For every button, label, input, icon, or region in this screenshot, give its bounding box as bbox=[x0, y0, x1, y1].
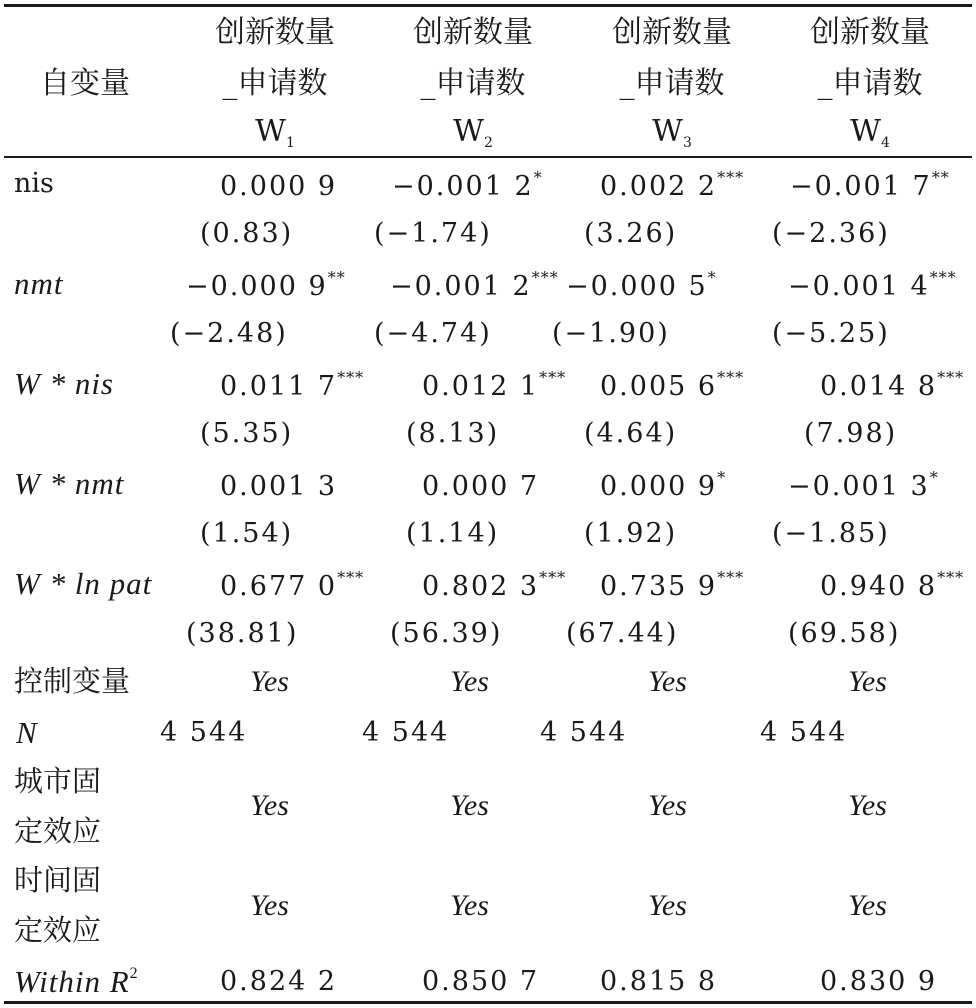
tstat-w-lnpat-2: (56.39) bbox=[390, 618, 503, 649]
tstat-w-lnpat-3: (67.44) bbox=[566, 618, 679, 649]
tstat-nis-3: (3.26) bbox=[584, 218, 678, 249]
coef-w-lnpat-4: 0.940 8*** bbox=[820, 568, 965, 602]
col-header-4-line2: _申请数 bbox=[817, 66, 923, 101]
coef-w-nis-1: 0.011 7*** bbox=[220, 368, 365, 402]
coef-nis-2: −0.001 2* bbox=[392, 168, 543, 202]
coef-nmt-3: −0.000 5* bbox=[566, 268, 717, 302]
coef-w-lnpat-2: 0.802 3*** bbox=[422, 568, 567, 602]
tstat-w-nmt-4: (−1.85) bbox=[772, 518, 890, 549]
within-r2-4: 0.830 9 bbox=[820, 966, 938, 997]
coef-nmt-2: −0.001 2*** bbox=[390, 268, 559, 302]
control-1: Yes bbox=[250, 665, 289, 698]
row-label-city-fe-line1: 城市固 bbox=[14, 764, 102, 798]
tstat-w-nmt-3: (1.92) bbox=[584, 518, 678, 549]
coef-w-nmt-4: −0.001 3* bbox=[788, 468, 939, 502]
col-header-3-line2: _申请数 bbox=[619, 66, 725, 101]
n-1: 4 544 bbox=[160, 717, 248, 748]
coef-nis-4: −0.001 7** bbox=[790, 168, 950, 202]
coef-nis-1: 0.000 9 bbox=[220, 171, 338, 202]
city-fe-1: Yes bbox=[250, 789, 289, 822]
coef-w-nis-4: 0.014 8*** bbox=[820, 368, 965, 402]
coef-w-nmt-2: 0.000 7 bbox=[422, 471, 540, 502]
time-fe-3: Yes bbox=[648, 889, 687, 922]
col-header-3-w: $W_3$ bbox=[652, 114, 692, 151]
city-fe-3: Yes bbox=[648, 789, 687, 822]
coef-w-lnpat-3: 0.735 9*** bbox=[600, 568, 745, 602]
coef-nmt-4: −0.001 4*** bbox=[788, 268, 957, 302]
coef-w-nis-3: 0.005 6*** bbox=[600, 368, 745, 402]
row-label-time-fe-line1: 时间固 bbox=[14, 863, 102, 897]
tstat-w-nmt-1: (1.54) bbox=[200, 518, 294, 549]
coef-w-nis-2: 0.012 1*** bbox=[422, 368, 567, 402]
control-4: Yes bbox=[848, 665, 887, 698]
col-header-1-w: $W_1$ bbox=[255, 114, 295, 151]
within-r2-2: 0.850 7 bbox=[422, 966, 540, 997]
coef-w-lnpat-1: 0.677 0*** bbox=[220, 568, 365, 602]
top-rule bbox=[4, 4, 972, 7]
tstat-w-nis-3: (4.64) bbox=[584, 418, 678, 449]
row-label-time-fe-line2: 定效应 bbox=[14, 913, 102, 947]
time-fe-4: Yes bbox=[848, 889, 887, 922]
control-3: Yes bbox=[648, 665, 687, 698]
row-label-w-nis: W * nis bbox=[14, 366, 114, 401]
row-label-nis: nis bbox=[14, 168, 54, 199]
row-label-within-r2: Within $R^2$ bbox=[14, 964, 139, 999]
row-label-w-lnpat: W * ln pat bbox=[14, 566, 153, 601]
city-fe-2: Yes bbox=[450, 789, 489, 822]
col-header-2-line2: _申请数 bbox=[420, 66, 526, 101]
tstat-nmt-3: (−1.90) bbox=[552, 318, 670, 349]
col-header-2-w: $W_2$ bbox=[453, 114, 493, 151]
tstat-nmt-1: (−2.48) bbox=[170, 318, 288, 349]
coef-w-nmt-1: 0.001 3 bbox=[220, 471, 338, 502]
control-2: Yes bbox=[450, 665, 489, 698]
col-header-1-line2: _申请数 bbox=[222, 66, 328, 101]
col-header-4-w: $W_4$ bbox=[850, 114, 890, 151]
row-label-n: N bbox=[16, 715, 38, 750]
coef-nis-3: 0.002 2*** bbox=[600, 168, 745, 202]
col-header-1-line1: 创新数量 bbox=[215, 15, 335, 50]
row-label-city-fe-line2: 定效应 bbox=[14, 814, 102, 848]
tstat-w-nis-1: (5.35) bbox=[200, 418, 294, 449]
within-r2-1: 0.824 2 bbox=[220, 966, 338, 997]
tstat-w-lnpat-1: (38.81) bbox=[186, 618, 299, 649]
within-r2-3: 0.815 8 bbox=[600, 966, 718, 997]
time-fe-2: Yes bbox=[450, 889, 489, 922]
time-fe-1: Yes bbox=[250, 889, 289, 922]
tstat-nmt-4: (−5.25) bbox=[772, 318, 890, 349]
tstat-w-lnpat-4: (69.58) bbox=[788, 618, 901, 649]
row-label-nmt: nmt bbox=[14, 266, 64, 301]
coef-w-nmt-3: 0.000 9* bbox=[600, 468, 727, 502]
header-rule bbox=[4, 156, 972, 158]
col-header-4-line1: 创新数量 bbox=[810, 15, 930, 50]
row-label-control: 控制变量 bbox=[14, 664, 131, 698]
tstat-w-nmt-2: (1.14) bbox=[406, 518, 500, 549]
coef-nmt-1: −0.000 9** bbox=[186, 268, 346, 302]
tstat-nmt-2: (−4.74) bbox=[374, 318, 492, 349]
tstat-nis-4: (−2.36) bbox=[772, 218, 890, 249]
col-header-2-line1: 创新数量 bbox=[413, 15, 533, 50]
bottom-rule bbox=[4, 1001, 972, 1004]
tstat-w-nis-4: (7.98) bbox=[804, 418, 898, 449]
n-2: 4 544 bbox=[362, 717, 450, 748]
var-header: 自变量 bbox=[40, 66, 130, 101]
col-header-3-line1: 创新数量 bbox=[612, 15, 732, 50]
city-fe-4: Yes bbox=[848, 789, 887, 822]
n-4: 4 544 bbox=[760, 717, 848, 748]
row-label-w-nmt: W * nmt bbox=[14, 466, 125, 501]
tstat-nis-2: (−1.74) bbox=[374, 218, 492, 249]
tstat-nis-1: (0.83) bbox=[200, 218, 294, 249]
tstat-w-nis-2: (8.13) bbox=[406, 418, 500, 449]
n-3: 4 544 bbox=[540, 717, 628, 748]
